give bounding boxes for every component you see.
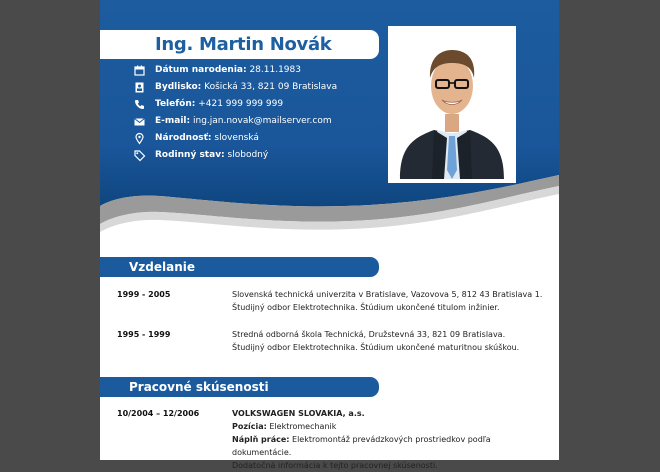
duty-value: Elektromontáž prevádzkových prostriedkov podľa dokumentácie. (232, 435, 491, 457)
contact-label: E-mail: (155, 116, 191, 126)
person-name: Ing. Martin Novák (155, 34, 332, 55)
experience-title: Pracovné skúsenosti (129, 380, 269, 394)
contact-value: Košická 33, 821 09 Bratislava (204, 82, 338, 92)
contact-value: slovenská (214, 133, 259, 143)
entry-line: Študijný odbor Elektrotechnika. Štúdium ukončené maturitnou skúškou. (232, 343, 520, 352)
education-date: 1995 - 1999 (117, 330, 171, 339)
mail-icon (134, 116, 145, 127)
contact-label: Dátum narodenia: (155, 65, 247, 75)
contact-label: Bydlisko: (155, 82, 202, 92)
entry-line: Slovenská technická univerzita v Bratislave, Vazovova 5, 812 43 Bratislava 1. (232, 290, 543, 299)
portrait-image (392, 30, 512, 179)
entry-line: Študijný odbor Elektrotechnika. Štúdium ukončené titulom inžinier. (232, 303, 500, 312)
contact-value: 28.11.1983 (249, 65, 301, 75)
contact-label: Telefón: (155, 99, 196, 109)
experience-date: 10/2004 – 12/2006 (117, 409, 200, 418)
position-value: Elektromechanik (269, 422, 337, 431)
entry-line: Stredná odborná škola Technická, Družstevná 33, 821 09 Bratislava. (232, 330, 506, 339)
profile-photo (388, 26, 516, 183)
duty-label: Náplň práce: (232, 435, 290, 444)
tag-icon (134, 150, 145, 161)
company-name: VOLKSWAGEN SLOVAKIA, a.s. (232, 409, 365, 418)
contact-value: +421 999 999 999 (198, 99, 284, 109)
contact-value: slobodný (227, 150, 269, 160)
education-date: 1999 - 2005 (117, 290, 171, 299)
education-entry (232, 328, 552, 354)
address-icon (134, 82, 145, 93)
calendar-icon (134, 65, 145, 76)
contact-value: ing.jan.novak@mailserver.com (192, 116, 332, 126)
cv-page (100, 0, 559, 470)
education-title: Vzdelanie (129, 260, 196, 274)
phone-icon (134, 99, 145, 110)
contact-label: Národnosť: (155, 133, 212, 143)
location-pin-icon (134, 133, 145, 144)
position-label: Pozícia: (232, 422, 267, 431)
education-entry (232, 288, 552, 314)
contact-label: Rodinný stav: (155, 150, 225, 160)
extra-info: Dodatočná informácia k tejto pracovnej skúsenosti. (232, 461, 438, 470)
experience-entry (232, 407, 552, 472)
